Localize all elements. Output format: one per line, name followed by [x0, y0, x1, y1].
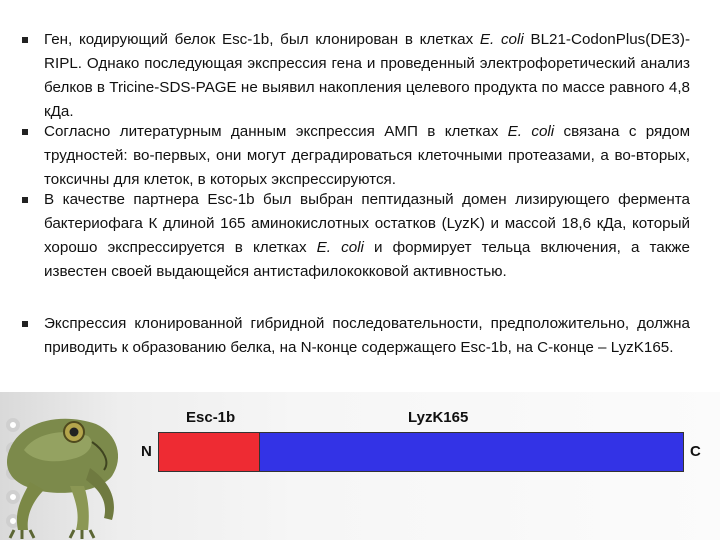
- frog-illustration: [0, 398, 130, 540]
- bullet-item: [44, 28, 690, 124]
- bullet-text-italic: E. coli: [316, 239, 364, 256]
- c-terminus-label: C: [690, 443, 701, 460]
- segment-esc1b: [158, 432, 260, 472]
- bullet-item: [44, 312, 690, 360]
- segment-label-lyzk165: LyzK165: [408, 409, 469, 426]
- bullet-text: Согласно литературным данным экспрессия АМП в клетках: [44, 123, 508, 140]
- bullet-marker: [22, 37, 28, 43]
- bullet-text: связана с рядом трудностей: во-первых, они могут деградироваться клеточными протеазами, а во-вторых, токсичны для клеток, в которых экспрессируются.: [44, 123, 691, 188]
- bullet-marker: [22, 197, 28, 203]
- bullet-text: и формирует тельца включения, а также известен своей выдающейся антистафилококковой активностью.: [44, 239, 691, 280]
- bullet-text-italic: E. coli: [507, 123, 555, 140]
- segment-lyzk165: [259, 432, 684, 472]
- bullet-item: [44, 120, 690, 192]
- bullet-item: [44, 188, 690, 284]
- bullet-text: Ген, кодирующий белок Esc-1b, был клонирован в клетках: [44, 31, 480, 48]
- segment-label-esc1b: Esc-1b: [186, 409, 236, 426]
- bullet-text: Экспрессия клонированной гибридной последовательности, предположительно, должна приводить к образованию белка, на N-конце содержащего Esc-1b, на С-конце – LyzK165.: [44, 315, 690, 356]
- bullet-text-italic: E. coli: [479, 31, 524, 48]
- bullet-marker: [22, 129, 28, 135]
- bullet-text: BL21-CodonPlus(DE3)-RIPL. Однако последующая экспрессия гена и проведенный электрофоретический анализ белков в Tricine-SDS-PAGE не выявил накопления целевого продукта по массе равного 4,8 кДа.: [44, 31, 690, 120]
- bullet-text: В качестве партнера Esc-1b был выбран пептидазный домен лизирующего фермента бактериофага К длиной 165 аминокислотных остатков (LyzK) и массой 18,6 кДа, который хорошо экспрессируется в клетках: [44, 191, 690, 256]
- n-terminus-label: N: [141, 443, 152, 460]
- bullet-marker: [22, 321, 28, 327]
